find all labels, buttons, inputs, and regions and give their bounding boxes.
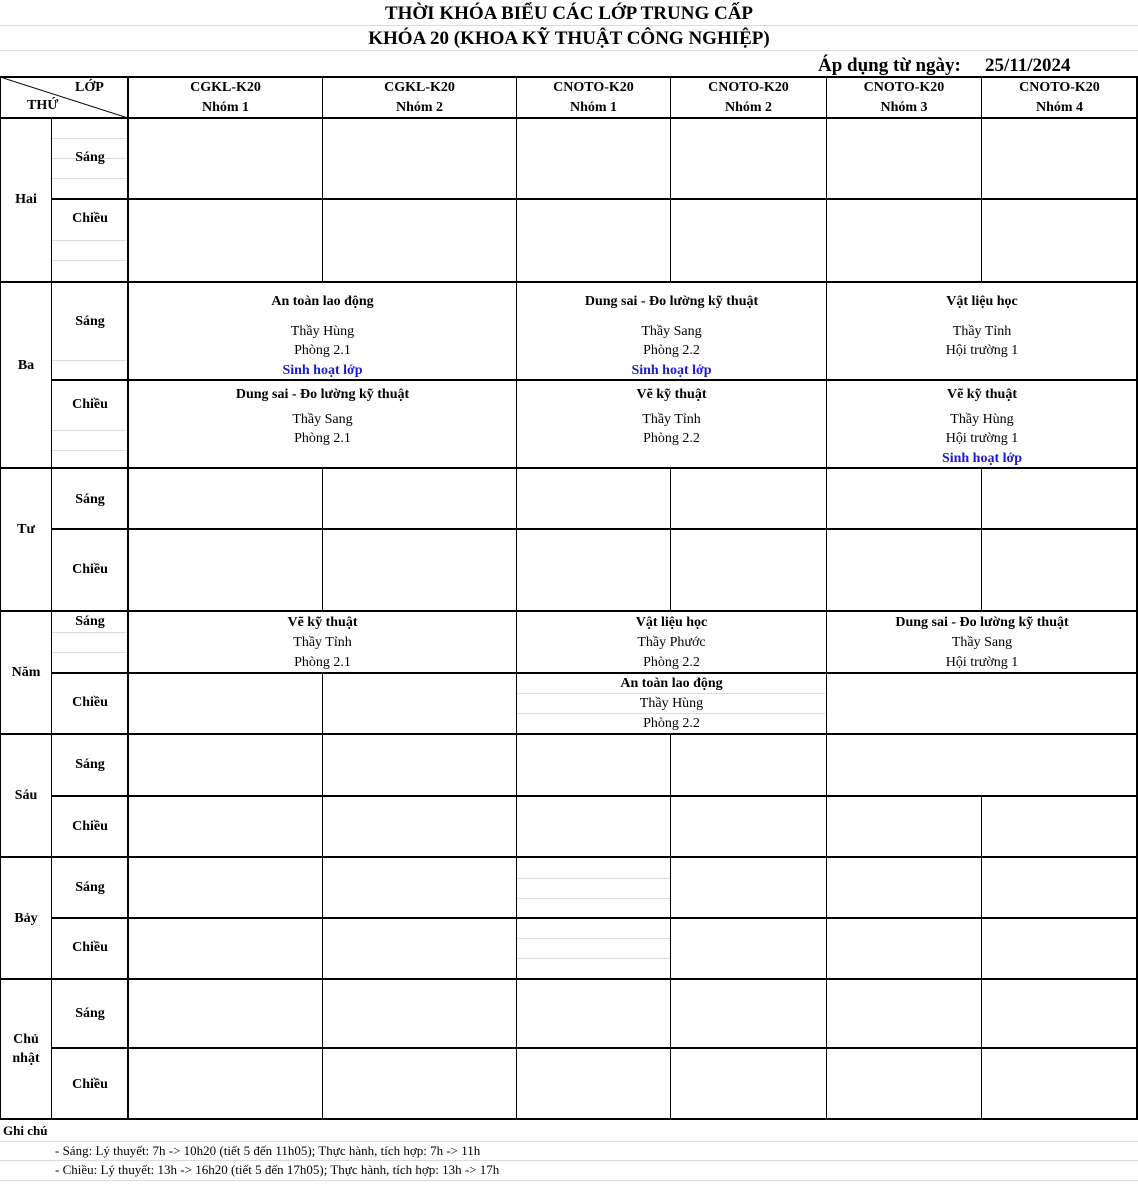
day-label-cn-2: nhật (12, 1051, 40, 1066)
session-sang: Sáng (75, 314, 105, 329)
schedule-cell (129, 385, 516, 449)
class-header (129, 78, 322, 118)
schedule-cell (129, 292, 516, 380)
class-header (323, 78, 516, 118)
session-sang: Sáng (75, 150, 105, 165)
page-subtitle: KHÓA 20 (KHOA KỸ THUẬT CÔNG NGHIỆP) (368, 28, 770, 49)
schedule-cell (827, 292, 1137, 361)
day-label-ba: Ba (17, 358, 35, 373)
class-name: CNOTO-K20 (863, 80, 945, 95)
class-group: Nhóm 1 (201, 100, 250, 115)
session-sang: Sáng (75, 757, 105, 772)
header-diagonal (0, 77, 128, 118)
class-header (982, 78, 1137, 118)
subject: Vật liệu học (635, 615, 708, 630)
schedule-cell (517, 674, 826, 734)
notes-line: - Sáng: Lý thuyết: 7h -> 10h20 (tiết 5 đến 11h05); Thực hành, tích hợp: 7h -> 11h (55, 1143, 481, 1158)
day-label-tu: Tư (17, 522, 35, 537)
notes-label: Ghi chú (3, 1123, 48, 1138)
teacher: Thầy Tỉnh (952, 323, 1012, 339)
room: Phòng 2.1 (294, 431, 351, 446)
teacher: Thầy Sang (292, 411, 353, 427)
class-name: CNOTO-K20 (553, 80, 634, 95)
teacher: Thầy Hùng (950, 411, 1014, 427)
day-label-hai: Hai (15, 192, 37, 207)
class-header (827, 78, 981, 118)
class-group: Nhóm 3 (880, 100, 928, 115)
teacher: Thầy Sang (951, 635, 1013, 650)
subject: Dung sai - Đo lường kỹ thuật (895, 615, 1069, 630)
session-sang: Sáng (75, 492, 105, 507)
schedule-cell (517, 613, 826, 673)
session-sang: Sáng (75, 1006, 105, 1021)
day-label-sau: Sáu (14, 788, 38, 803)
subject: Vẽ kỹ thuật (946, 387, 1017, 402)
subject: Vẽ kỹ thuật (636, 387, 707, 402)
session-sang: Sáng (75, 880, 105, 895)
room: Phòng 2.1 (294, 655, 351, 670)
subject: Vật liệu học (946, 294, 1018, 309)
schedule-cell (517, 292, 826, 380)
schedule-cell (517, 385, 826, 449)
session-sang: Sáng (75, 614, 105, 629)
teacher: Thầy Tỉnh (642, 411, 701, 427)
session-chieu: Chiều (72, 397, 108, 412)
class-header (517, 78, 670, 118)
class-name: CNOTO-K20 (1019, 80, 1100, 95)
teacher: Thầy Hùng (639, 696, 704, 711)
subject: Dung sai - Đo lường kỹ thuật (235, 387, 410, 402)
teacher: Thầy Tỉnh (293, 635, 352, 650)
page-title: THỜI KHÓA BIỂU CÁC LỚP TRUNG CẤP (384, 3, 754, 24)
notes-line: - Chiều: Lý thuyết: 13h -> 16h20 (tiết 5 đến 17h05); Thực hành, tích hợp: 13h -> 17h (55, 1162, 500, 1177)
room: Phòng 2.2 (643, 431, 700, 446)
apply-date-label: Áp dụng từ ngày: (818, 55, 961, 76)
subject: An toàn lao động (271, 294, 374, 309)
teacher: Thầy Hùng (290, 323, 355, 339)
class-header (671, 78, 826, 118)
day-label-nam: Năm (11, 665, 41, 680)
corner-label-lop: LỚP (75, 80, 104, 95)
class-group: Nhóm 1 (569, 100, 618, 115)
class-meeting: Sinh hoạt lớp (282, 362, 363, 378)
teacher: Thầy Phước (637, 635, 706, 650)
room: Hội trường 1 (945, 655, 1019, 670)
class-meeting: Sinh hoạt lớp (631, 362, 712, 378)
room: Phòng 2.2 (643, 343, 700, 358)
class-name: CGKL-K20 (190, 80, 261, 95)
session-chieu: Chiều (72, 695, 108, 710)
schedule-cell (827, 613, 1137, 673)
day-label-cn-1: Chủ (13, 1032, 39, 1047)
class-name: CNOTO-K20 (708, 80, 789, 95)
session-chieu: Chiều (72, 819, 108, 834)
room: Hội trường 1 (945, 343, 1019, 358)
subject: An toàn lao động (620, 676, 723, 691)
room: Phòng 2.1 (294, 343, 351, 358)
room: Hội trường 1 (945, 431, 1019, 446)
schedule-cell (827, 385, 1137, 468)
session-chieu: Chiều (72, 1077, 108, 1092)
room: Phòng 2.2 (643, 655, 700, 670)
apply-date-value: 25/11/2024 (985, 55, 1071, 76)
subject: Vẽ kỹ thuật (287, 615, 358, 630)
class-group: Nhóm 2 (724, 100, 773, 115)
corner-label-thu: THỨ (27, 98, 59, 113)
class-group: Nhóm 2 (395, 100, 444, 115)
class-name: CGKL-K20 (384, 80, 455, 95)
class-meeting: Sinh hoạt lớp (941, 450, 1023, 466)
class-group: Nhóm 4 (1035, 100, 1084, 115)
day-label-bay: Bảy (14, 911, 38, 926)
schedule-cell (129, 613, 516, 673)
session-chieu: Chiều (72, 562, 108, 577)
session-chieu: Chiều (72, 940, 108, 955)
room: Phòng 2.2 (643, 716, 700, 731)
subject: Dung sai - Đo lường kỹ thuật (584, 294, 759, 309)
session-chieu: Chiều (72, 211, 108, 226)
teacher: Thầy Sang (641, 323, 702, 339)
